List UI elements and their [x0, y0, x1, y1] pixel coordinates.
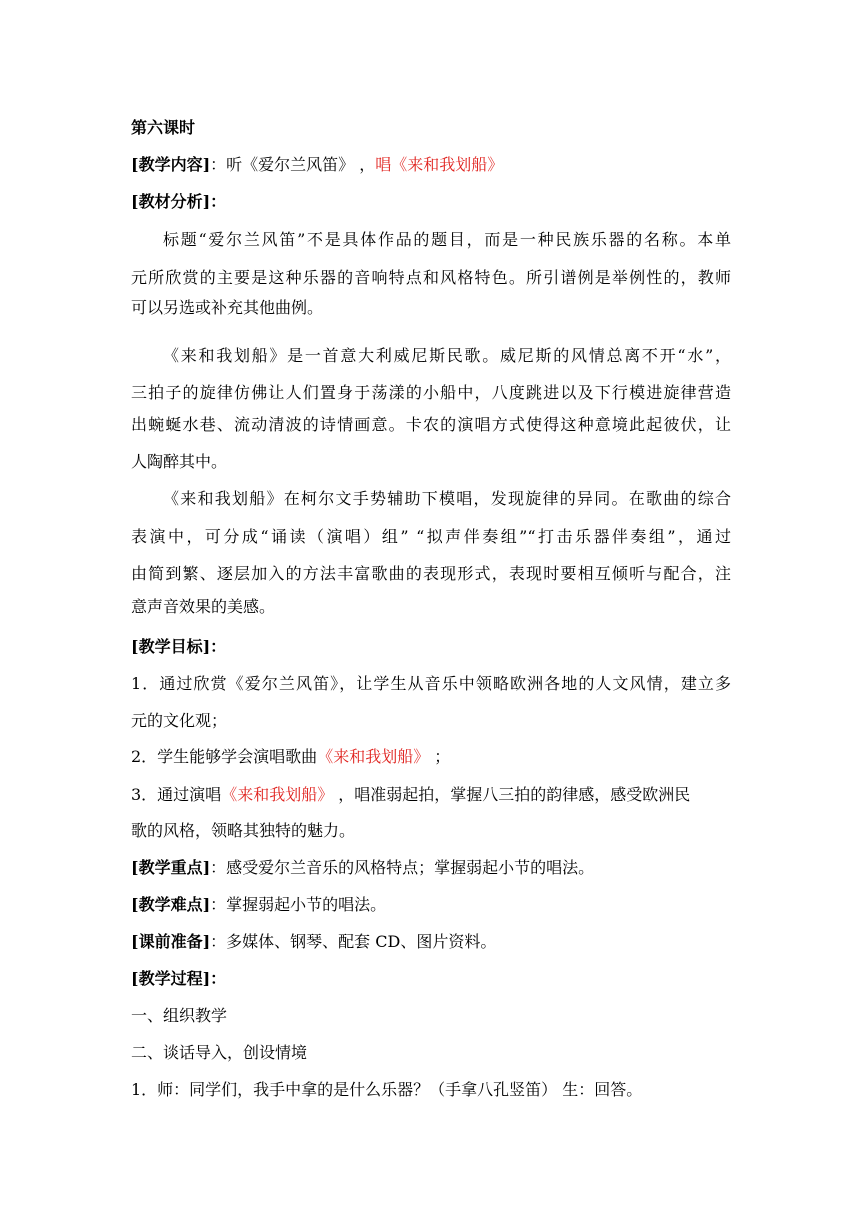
key-point — [131, 857, 731, 879]
key-point-label: [教学重点] — [131, 858, 211, 877]
difficulty — [131, 894, 731, 916]
goal-1-line: 1．通过欣赏《爱尔兰风笛》，让学生从音乐中领略欧洲各地的人文风情，建立多 — [131, 674, 731, 693]
step-2-item-1: 1．师：同学们，我手中拿的是什么乐器？（手拿八孔竖笛） 生：回答。 — [131, 1080, 643, 1099]
goal-3-rest: ，唱准弱起拍，掌握八三拍的韵律感，感受欧洲民 — [333, 785, 691, 804]
goal-3 — [131, 784, 731, 806]
goal-3-text: 3．通过演唱 — [131, 785, 222, 804]
paragraph-line: 表演中，可分成“诵读（演唱）组” “拟声伴奏组”“打击乐器伴奏组”，通过 — [131, 527, 731, 546]
paragraph-line: 人陶醉其中。 — [131, 452, 228, 471]
step-1: 一、组织教学 — [131, 1006, 228, 1025]
paragraph-line: 出蜿蜒水巷、流动清波的诗情画意。卡农的演唱方式使得这种意境此起彼伏，让 — [131, 415, 731, 434]
preparation-label: [课前准备] — [131, 932, 211, 951]
goal-2 — [131, 746, 731, 768]
teaching-content-song: 唱《来和我划船》 — [375, 155, 504, 174]
difficulty-text: ：掌握弱起小节的唱法。 — [210, 895, 387, 914]
goal-3-line-2: 歌的风格，领略其独特的魅力。 — [131, 821, 356, 840]
paragraph-line: 由简到繁、逐层加入的方法丰富歌曲的表现形式，表现时要相互倾听与配合，注 — [131, 564, 731, 583]
teaching-content-line — [131, 154, 731, 176]
paragraph-line: 意声音效果的美感。 — [131, 597, 276, 616]
key-point-text: ：感受爱尔兰音乐的风格特点；掌握弱起小节的唱法。 — [210, 858, 595, 877]
paragraph-line: 元所欣赏的主要是这种乐器的音响特点和风格特色。所引谱例是举例性的，教师 — [131, 268, 731, 287]
colon: ： — [210, 155, 227, 174]
paragraph-line: 可以另选或补充其他曲例。 — [131, 298, 324, 317]
lesson-title: 第六课时 — [131, 118, 196, 137]
material-analysis-label: [教材分析]： — [131, 192, 227, 211]
preparation-text: ：多媒体、钢琴、配套 CD、图片资料。 — [210, 932, 497, 951]
teaching-content-text: 听《爱尔兰风笛》 ， — [226, 155, 376, 174]
teaching-process-label: [教学过程]： — [131, 969, 227, 988]
paragraph-line: 标题“爱尔兰风笛”不是具体作品的题目，而是一种民族乐器的名称。本单 — [163, 230, 731, 249]
preparation — [131, 931, 731, 953]
goal-3-song: 《来和我划船》 — [221, 785, 334, 804]
teaching-goals-label: [教学目标]： — [131, 637, 227, 656]
step-2: 二、谈话导入，创设情境 — [131, 1043, 308, 1062]
goal-1-line: 元的文化观； — [131, 711, 228, 730]
goal-2-end: ； — [429, 747, 451, 766]
paragraph-line: 《来和我划船》在柯尔文手势辅助下模唱，发现旋律的异同。在歌曲的综合 — [163, 489, 731, 508]
difficulty-label: [教学难点] — [131, 895, 211, 914]
teaching-content-label: [教学内容] — [131, 155, 211, 174]
paragraph-line: 《来和我划船》是一首意大利威尼斯民歌。威尼斯的风情总离不开“水”， — [163, 346, 731, 365]
goal-2-text: 2．学生能够学会演唱歌曲 — [131, 747, 318, 766]
goal-2-song: 《来和我划船》 — [317, 747, 430, 766]
paragraph-line: 三拍子的旋律仿佛让人们置身于荡漾的小船中，八度跳进以及下行模进旋律营造 — [131, 383, 731, 402]
